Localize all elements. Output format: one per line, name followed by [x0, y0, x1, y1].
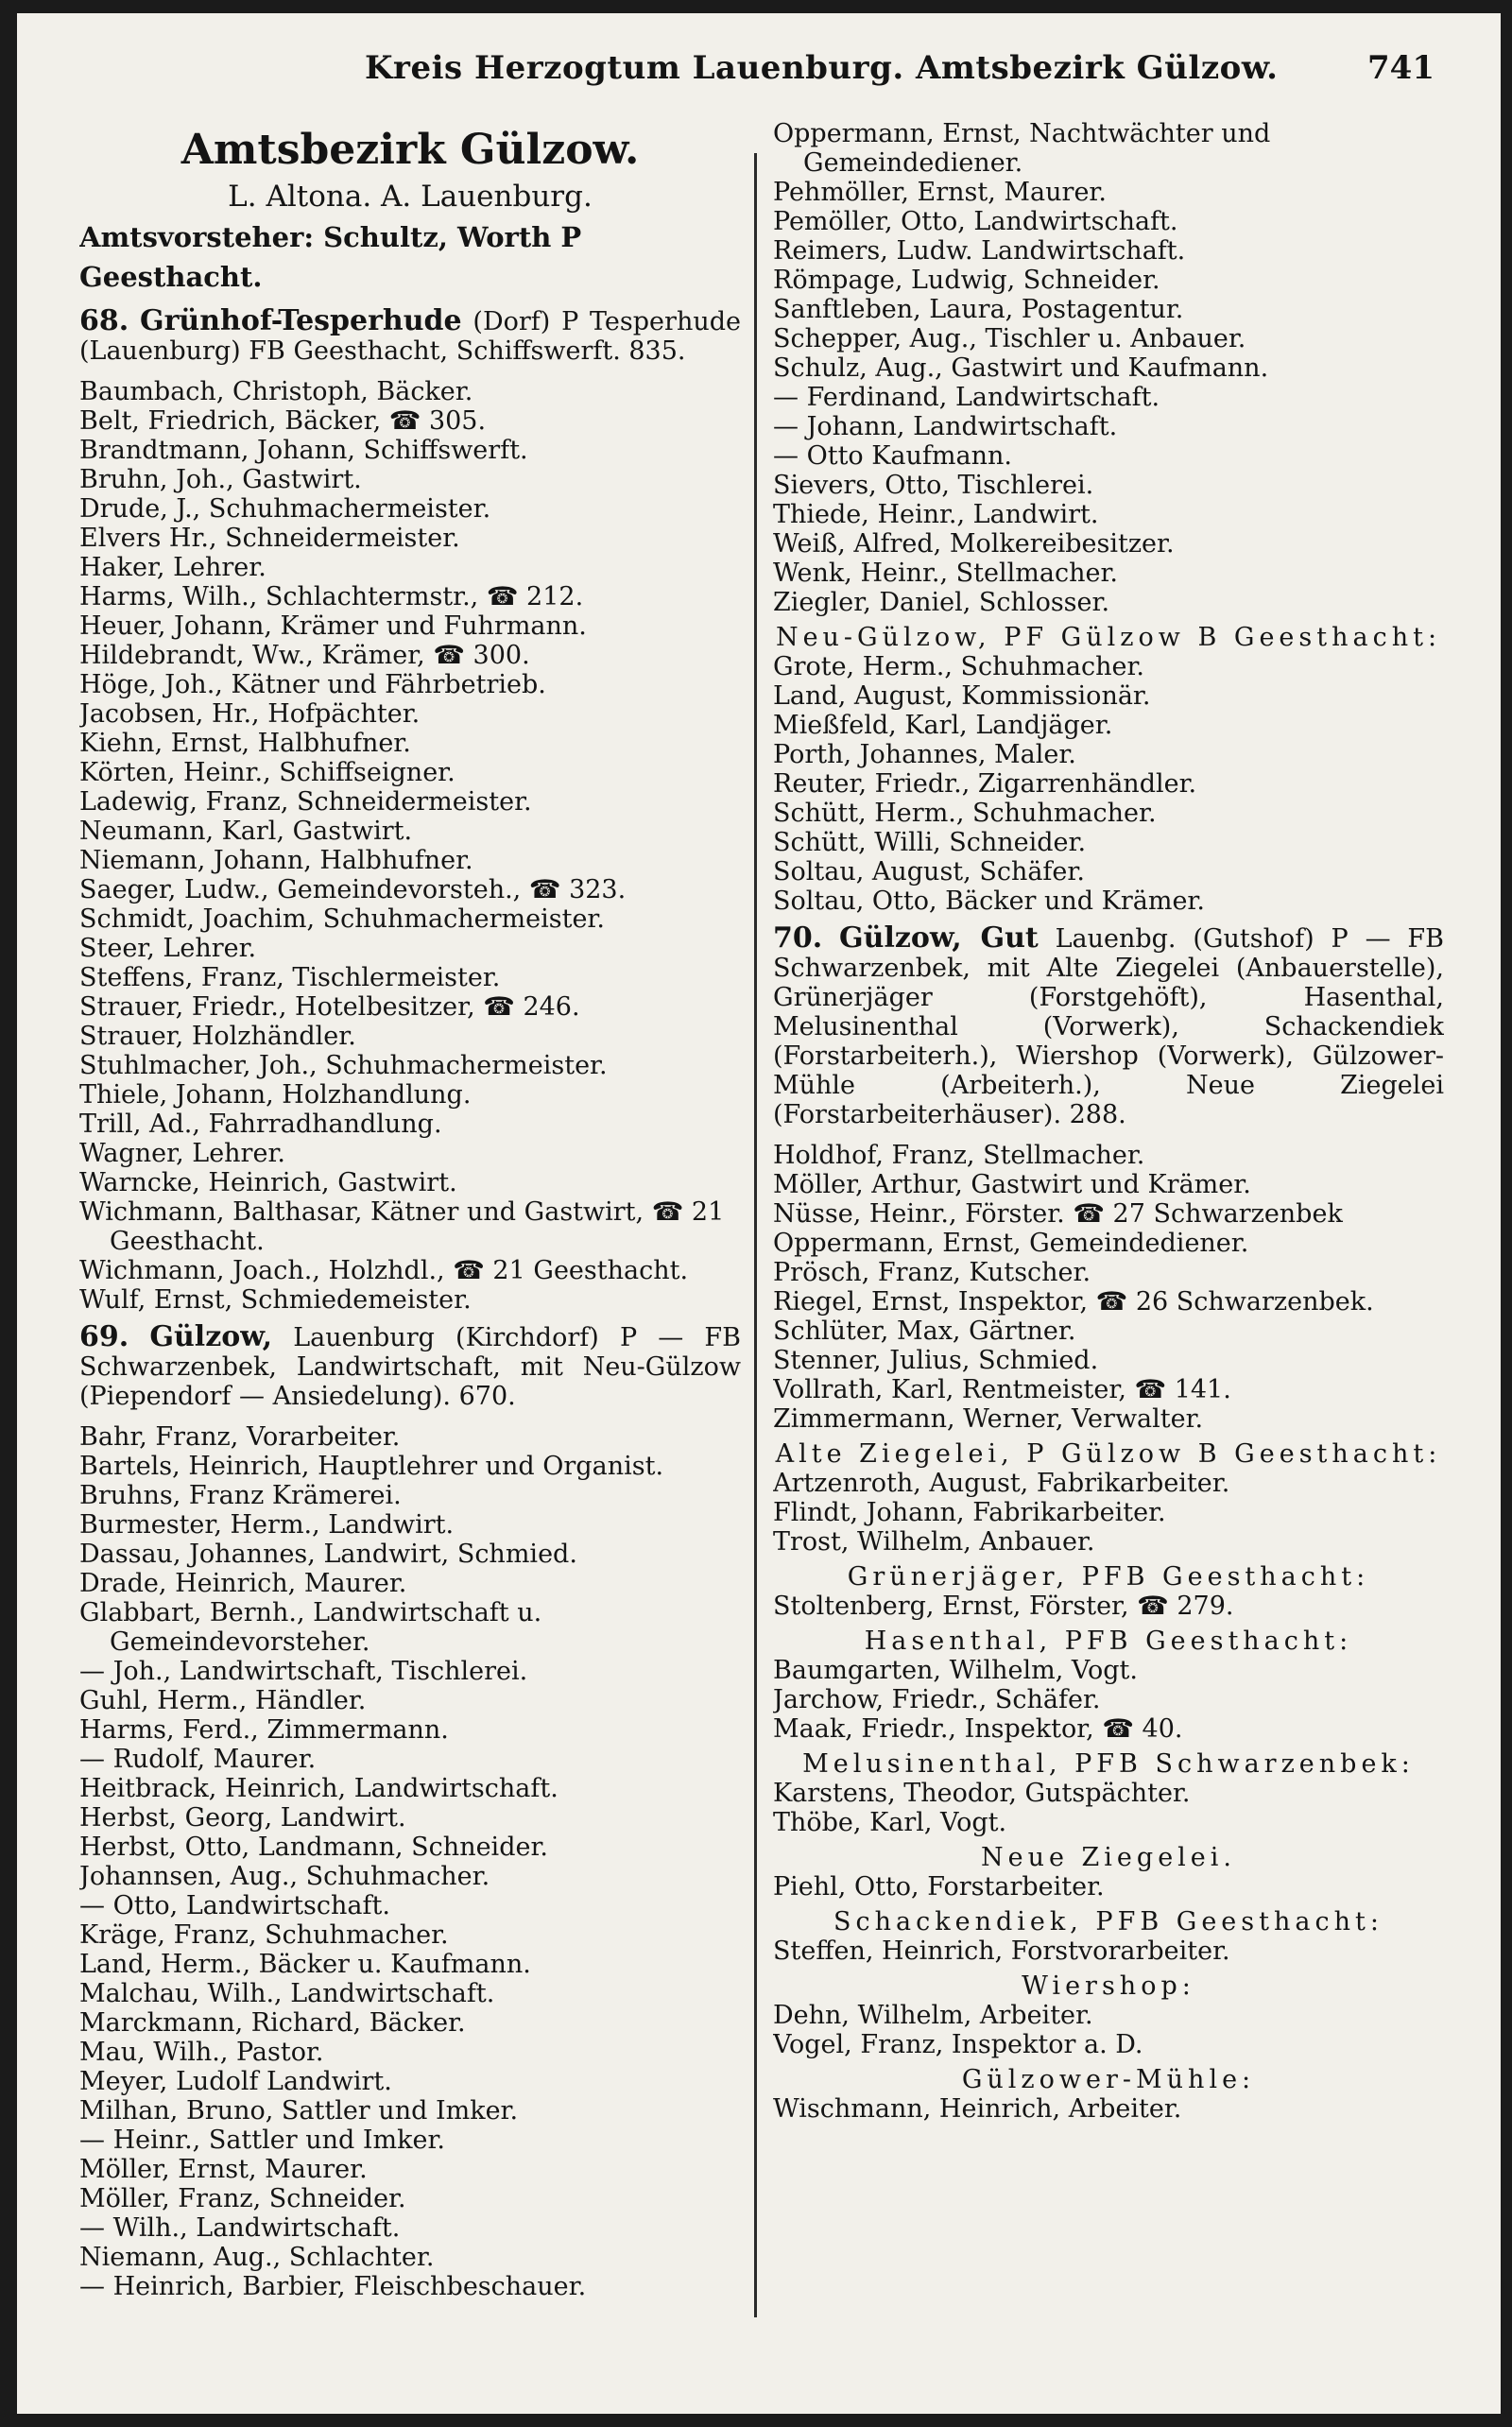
resident-entry: Schlüter, Max, Gärtner.: [773, 1317, 1076, 1346]
locality-heading: Grünerjäger, PFB Geesthacht:: [847, 1562, 1370, 1592]
resident-entry: Hildebrandt, Ww., Krämer, ☎ 300.: [79, 641, 530, 670]
resident-entry: Riegel, Ernst, Inspektor, ☎ 26 Schwarzenbek.: [773, 1287, 1374, 1317]
resident-entry: Flindt, Johann, Fabrikarbeiter.: [773, 1498, 1166, 1527]
resident-entry: Elvers Hr., Schneidermeister.: [79, 524, 460, 553]
resident-entry: Sanftleben, Laura, Postagentur.: [773, 295, 1184, 324]
resident-entry: Wischmann, Heinrich, Arbeiter.: [773, 2094, 1182, 2124]
resident-entry: Porth, Johannes, Maler.: [773, 740, 1076, 769]
resident-entry: Heuer, Johann, Krämer und Fuhrmann.: [79, 611, 587, 641]
resident-entry: Drade, Heinrich, Maurer.: [79, 1569, 407, 1598]
resident-entry: Dehn, Wilhelm, Arbeiter.: [773, 2001, 1093, 2030]
resident-entry: Drude, J., Schuhmachermeister.: [79, 494, 491, 524]
locality-heading: Melusinenthal, PFB Schwarzenbek:: [802, 1749, 1415, 1779]
section-description: Lauenbg. (Gutshof) P — FB Schwarzenbek, mit Alte Ziegelei (Anbauerstelle), Grünerjäger (Forstgehöft), Hasenthal, Melusinenthal (Vorwerk), Schackendiek (Forstarbeiterh.), Wiershop (Vorwerk), Gülzower-Mühle (Arbeiterh.), Neue Ziegelei (Forstarbeiterhäuser). 288.: [773, 924, 1444, 1129]
resident-entry: Körten, Heinr., Schiffseigner.: [79, 758, 455, 787]
resident-entry: Harms, Wilh., Schlachtermstr., ☎ 212.: [79, 582, 584, 611]
running-title: Kreis Herzogtum Lauenburg. Amtsbezirk Gülzow.: [365, 49, 1279, 87]
section-name: Grünhof-Tesperhude: [140, 304, 462, 337]
resident-entry: — Otto, Landwirtschaft.: [79, 1891, 390, 1920]
resident-entry: Wulf, Ernst, Schmiedemeister.: [79, 1285, 472, 1315]
right-column: [773, 119, 1444, 2387]
resident-entry: Schütt, Herm., Schuhmacher.: [773, 799, 1157, 828]
resident-entry: Guhl, Herm., Händler.: [79, 1686, 367, 1715]
resident-entry: — Heinr., Sattler und Imker.: [79, 2126, 445, 2155]
resident-entry: Trill, Ad., Fahrradhandlung.: [79, 1110, 442, 1139]
resident-entry: Heitbrack, Heinrich, Landwirtschaft.: [79, 1774, 558, 1803]
resident-entry: Maak, Friedr., Inspektor, ☎ 40.: [773, 1714, 1183, 1744]
resident-entry: Ziegler, Daniel, Schlosser.: [773, 588, 1110, 617]
resident-entry: Bruhn, Joh., Gastwirt.: [79, 465, 362, 494]
resident-entry: Malchau, Wilh., Landwirtschaft.: [79, 1979, 495, 2008]
resident-entry: Niemann, Johann, Halbhufner.: [79, 846, 473, 875]
resident-entry: Steffen, Heinrich, Forstvorarbeiter.: [773, 1936, 1230, 1966]
resident-entry: Karstens, Theodor, Gutspächter.: [773, 1779, 1191, 1808]
resident-entry: — Rudolf, Maurer.: [79, 1745, 317, 1774]
resident-entry: Stenner, Julius, Schmied.: [773, 1346, 1099, 1375]
resident-entry: Wagner, Lehrer.: [79, 1139, 285, 1168]
district-subtitle: L. Altona. A. Lauenburg.: [228, 180, 593, 214]
resident-entry: Stuhlmacher, Joh., Schuhmachermeister.: [79, 1051, 608, 1080]
column-divider: [754, 153, 757, 2317]
resident-entry: Steer, Lehrer.: [79, 934, 257, 963]
resident-entry: Soltau, August, Schäfer.: [773, 857, 1085, 886]
resident-entry: — Ferdinand, Landwirtschaft.: [773, 383, 1160, 412]
resident-entry: Reimers, Ludw. Landwirtschaft.: [773, 236, 1186, 266]
resident-entry: Saeger, Ludw., Gemeindevorsteh., ☎ 323.: [79, 875, 627, 904]
resident-entry: Pemöller, Otto, Landwirtschaft.: [773, 207, 1178, 236]
resident-entry: Schepper, Aug., Tischler u. Anbauer.: [773, 324, 1246, 353]
resident-entry: Bruhns, Franz Krämerei.: [79, 1481, 402, 1510]
resident-entry: — Otto Kaufmann.: [773, 441, 1012, 471]
resident-entry: Oppermann, Ernst, Nachtwächter und Gemeindediener.: [773, 119, 1271, 178]
section-number: 70.: [773, 921, 823, 955]
resident-entry: Johannsen, Aug., Schuhmacher.: [79, 1862, 490, 1891]
resident-entry: Reuter, Friedr., Zigarrenhändler.: [773, 769, 1197, 799]
resident-entry: Jarchow, Friedr., Schäfer.: [773, 1685, 1101, 1714]
locality-heading: Neue Ziegelei.: [980, 1843, 1237, 1872]
resident-entry: Möller, Ernst, Maurer.: [79, 2155, 368, 2184]
resident-entry: Harms, Ferd., Zimmermann.: [79, 1715, 449, 1745]
resident-entry: Wichmann, Balthasar, Kätner und Gastwirt, ☎ 21 Geesthacht.: [79, 1197, 725, 1256]
resident-entry: Haker, Lehrer.: [79, 553, 266, 582]
resident-entry: Höge, Joh., Kätner und Fährbetrieb.: [79, 670, 546, 699]
resident-entry: Thiele, Johann, Holzhandlung.: [79, 1080, 472, 1110]
resident-entry: Wenk, Heinr., Stellmacher.: [773, 559, 1118, 588]
resident-entry: Steffens, Franz, Tischlermeister.: [79, 963, 501, 992]
resident-entry: Nüsse, Heinr., Förster. ☎ 27 Schwarzenbek: [773, 1199, 1343, 1229]
resident-entry: Meyer, Ludolf Landwirt.: [79, 2067, 392, 2096]
resident-entry: Oppermann, Ernst, Gemeindediener.: [773, 1229, 1249, 1258]
section-name: Gülzow, Gut: [839, 921, 1039, 955]
district-official: Amtsvorsteher: Schultz, Worth P Geesthacht.: [79, 221, 582, 293]
resident-entry: Thiede, Heinr., Landwirt.: [773, 500, 1099, 529]
resident-entry: Neumann, Karl, Gastwirt.: [79, 817, 413, 846]
resident-entry: — Heinrich, Barbier, Fleischbeschauer.: [79, 2272, 587, 2301]
locality-heading: Gülzower-Mühle:: [961, 2065, 1256, 2094]
resident-entry: — Joh., Landwirtschaft, Tischlerei.: [79, 1657, 528, 1686]
resident-entry: Prösch, Franz, Kutscher.: [773, 1258, 1091, 1287]
resident-entry: Möller, Arthur, Gastwirt und Krämer.: [773, 1170, 1251, 1199]
section-entry: [79, 306, 741, 366]
resident-entry: Brandtmann, Johann, Schiffswerft.: [79, 436, 528, 465]
resident-entry: Baumbach, Christoph, Bäcker.: [79, 377, 473, 406]
locality-heading: Hasenthal, PFB Geesthacht:: [864, 1627, 1353, 1656]
resident-entry: Herbst, Georg, Landwirt.: [79, 1803, 406, 1833]
resident-entry: Herbst, Otto, Landmann, Schneider.: [79, 1833, 548, 1862]
resident-entry: Mau, Wilh., Pastor.: [79, 2038, 324, 2067]
section-name: Gülzow,: [149, 1320, 273, 1353]
resident-entry: Bartels, Heinrich, Hauptlehrer und Organist.: [79, 1452, 664, 1481]
resident-entry: Wichmann, Joach., Holzhdl., ☎ 21 Geesthacht.: [79, 1256, 689, 1285]
resident-entry: Vollrath, Karl, Rentmeister, ☎ 141.: [773, 1375, 1231, 1404]
resident-entry: — Johann, Landwirtschaft.: [773, 412, 1118, 441]
resident-entry: Ladewig, Franz, Schneidermeister.: [79, 787, 532, 817]
resident-entry: Niemann, Aug., Schlachter.: [79, 2243, 435, 2272]
resident-entry: Marckmann, Richard, Bäcker.: [79, 2008, 466, 2038]
resident-entry: Trost, Wilhelm, Anbauer.: [773, 1527, 1095, 1557]
resident-entry: Bahr, Franz, Vorarbeiter.: [79, 1422, 401, 1452]
left-column: [79, 119, 741, 2387]
district-title: Amtsbezirk Gülzow.: [180, 126, 640, 174]
resident-entry: Warncke, Heinrich, Gastwirt.: [79, 1168, 457, 1197]
section-description: Lauenburg (Kirchdorf) P — FB Schwarzenbek, Landwirtschaft, mit Neu-Gülzow (Piependorf — Ansiedelung). 670.: [79, 1323, 741, 1411]
resident-entry: Schulz, Aug., Gastwirt und Kaufmann.: [773, 353, 1269, 383]
resident-entry: Kräge, Franz, Schuhmacher.: [79, 1920, 449, 1950]
section-description: (Dorf) P Tesperhude (Lauenburg) FB Geesthacht, Schiffswerft. 835.: [79, 307, 741, 366]
resident-entry: Baumgarten, Wilhelm, Vogt.: [773, 1656, 1138, 1685]
locality-heading: Schackendiek, PFB Geesthacht:: [833, 1907, 1383, 1936]
resident-entry: Soltau, Otto, Bäcker und Krämer.: [773, 886, 1205, 916]
resident-entry: Vogel, Franz, Inspektor a. D.: [773, 2030, 1143, 2059]
resident-entry: Weiß, Alfred, Molkereibesitzer.: [773, 529, 1175, 559]
resident-entry: Jacobsen, Hr., Hofpächter.: [79, 699, 421, 729]
section-number: 69.: [79, 1320, 129, 1353]
page-number: 741: [1367, 49, 1435, 87]
resident-entry: Artzenroth, August, Fabrikarbeiter.: [773, 1469, 1230, 1498]
resident-entry: Burmester, Herm., Landwirt.: [79, 1510, 455, 1540]
resident-entry: Schmidt, Joachim, Schuhmachermeister.: [79, 904, 605, 934]
resident-entry: Möller, Franz, Schneider.: [79, 2184, 406, 2213]
resident-entry: Holdhof, Franz, Stellmacher.: [773, 1141, 1145, 1170]
resident-entry: Belt, Friedrich, Bäcker, ☎ 305.: [79, 406, 487, 436]
resident-entry: Stoltenberg, Ernst, Förster, ☎ 279.: [773, 1592, 1234, 1621]
locality-heading: Alte Ziegelei, P Gülzow B Geesthacht:: [775, 1439, 1442, 1469]
page-header: [17, 49, 1501, 106]
resident-entry: Dassau, Johannes, Landwirt, Schmied.: [79, 1540, 577, 1569]
resident-entry: Grote, Herm., Schuhmacher.: [773, 652, 1145, 681]
resident-entry: Pehmöller, Ernst, Maurer.: [773, 178, 1107, 207]
section-entry: [79, 1322, 741, 1411]
resident-entry: Kiehn, Ernst, Halbhufner.: [79, 729, 411, 758]
locality-heading: Neu-Gülzow, PF Gülzow B Geesthacht:: [775, 623, 1442, 652]
locality-heading: Wiershop:: [1022, 1971, 1195, 2001]
directory-page: [17, 13, 1501, 2414]
resident-entry: Sievers, Otto, Tischlerei.: [773, 471, 1094, 500]
resident-entry: Milhan, Bruno, Sattler und Imker.: [79, 2096, 519, 2126]
resident-entry: Schütt, Willi, Schneider.: [773, 828, 1087, 857]
section-entry: [773, 923, 1444, 1129]
section-number: 68.: [79, 304, 129, 337]
resident-entry: Land, August, Kommissionär.: [773, 681, 1151, 711]
resident-entry: Glabbart, Bernh., Landwirtschaft u. Gemeindevorsteher.: [79, 1598, 542, 1657]
resident-entry: Zimmermann, Werner, Verwalter.: [773, 1404, 1204, 1434]
resident-entry: Strauer, Holzhändler.: [79, 1022, 356, 1051]
resident-entry: Land, Herm., Bäcker u. Kaufmann.: [79, 1950, 531, 1979]
resident-entry: Römpage, Ludwig, Schneider.: [773, 266, 1160, 295]
resident-entry: Strauer, Friedr., Hotelbesitzer, ☎ 246.: [79, 992, 580, 1022]
resident-entry: — Wilh., Landwirtschaft.: [79, 2213, 401, 2243]
resident-entry: Piehl, Otto, Forstarbeiter.: [773, 1872, 1105, 1902]
resident-entry: Mießfeld, Karl, Landjäger.: [773, 711, 1113, 740]
resident-entry: Thöbe, Karl, Vogt.: [773, 1808, 1007, 1837]
